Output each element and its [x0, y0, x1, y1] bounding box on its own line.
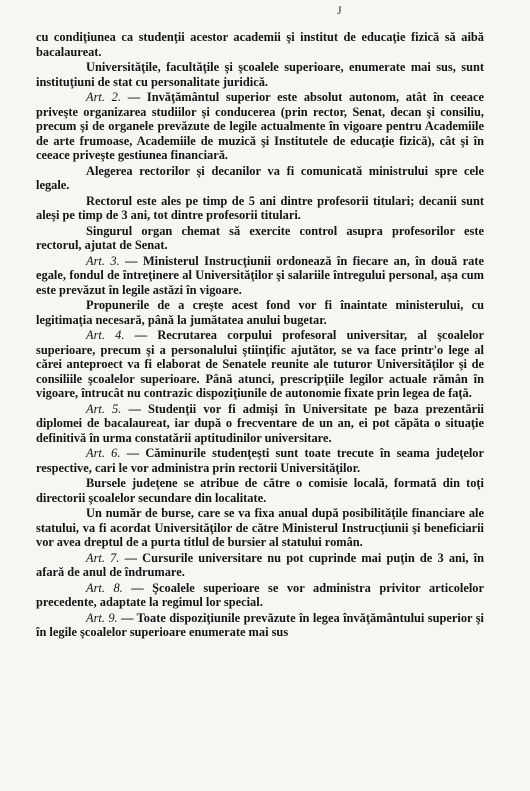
article-number: Art. 6. [86, 446, 121, 460]
paragraph-text: Alegerea rectorilor şi decanilor va fi comunicată ministrului spre cele legale. [36, 163, 484, 192]
paragraph-text: Rectorul este ales pe timp de 5 ani dintre profesorii titulari; decanii sunt aleşi pe timp de 3 ani, tot dintre profesorii titulari. [36, 193, 484, 222]
paragraph-text: — Toate dispoziţiunile prevăzute în legea învăţământului superior şi în legile şcoalelor superioare enumerate mai sus [36, 610, 484, 639]
article-3 [36, 254, 484, 298]
article-2 [36, 90, 484, 163]
article-4 [36, 328, 484, 401]
paragraph-text: Propunerile de a creşte acest fond vor fi înaintate ministerului, cu legitimaţia necesară, până la jumătatea anului bugetar. [36, 298, 484, 327]
paragraph-12 [36, 476, 484, 505]
paragraph-text: Bursele judeţene se atribue de către o comisie locală, formată din toţi directorii şcoalelor secundare din localitate. [36, 476, 484, 505]
paragraph-2 [36, 60, 484, 89]
paragraph-1 [36, 30, 484, 59]
paragraph-text: cu condiţiunea ca studenţii acestor academii şi institut de educaţie fizică să aibă bacalaureat. [36, 30, 484, 59]
article-number: Art. 4. [86, 328, 125, 342]
paragraph-4 [36, 164, 484, 193]
article-number: Art. 2. [86, 90, 121, 104]
article-7 [36, 551, 484, 580]
page-mark: J [337, 3, 342, 17]
article-6 [36, 446, 484, 475]
paragraph-text: — Şcoalele superioare se vor administra privitor articolelor precedente, adaptate la regimul lor special. [36, 580, 484, 609]
paragraph-text: — Recrutarea corpului profesoral universitar, al şcoalelor superioare, precum şi a personalului ştiinţific ajutător, se va face printr'o lege al cărei anteproect va fi elaborat de Senatele reunite ale tuturor Universităţilor şi de consiliile şcoalelor superioare. Până atunci, prescripţiile legilor actuale rămân în vigoare, întrucât nu contrazic dispoziţiunile de autonomie fixate prin legea de faţă. [36, 328, 484, 400]
paragraph-13 [36, 506, 484, 550]
paragraph-text: Un număr de burse, care se va fixa anual după posibilităţile financiare ale statului, va fi acordat Universităţilor de către Ministerul Instrucţiunii şi beneficiarii vor avea dreptul de a purta titlul de bursier al statului român. [36, 506, 484, 549]
paragraph-text: — Cursurile universitare nu pot cuprinde mai puţin de 3 ani, în afară de anul de îndrumare. [36, 550, 485, 579]
paragraph-6 [36, 224, 484, 253]
paragraph-5 [36, 194, 484, 223]
paragraph-text: Singurul organ chemat să exercite control asupra profesorilor este rectorul, ajutat de Senat. [36, 223, 484, 252]
paragraph-text: — Invăţământul superior este absolut autonom, atât în ceeace priveşte organizarea studiilor şi conducerea (prin rector, Senat, decan şi consiliu, precum şi de organele prevăzute de legile actualmente în vigoare pentru Academiile de arte frumoase, Academiile de muzică şi Institutele de educaţie fizică), cât şi în ceeace priveşte gestiunea financiară. [36, 90, 484, 162]
article-number: Art. 8. [86, 580, 123, 595]
paragraph-text: — Ministerul Instrucţiunii ordonează în fiecare an, în două rate egale, fondul de întreţinere al Universităţilor şi salariile întregului personal, aşa cum este prevăzut în legile astăzi în vigoare. [36, 253, 484, 297]
article-8 [36, 581, 484, 610]
article-9 [36, 611, 484, 640]
article-number: Art. 7. [86, 550, 120, 565]
article-number: Art. 9. [86, 610, 118, 625]
paragraph-8 [36, 298, 484, 327]
article-5 [36, 402, 484, 446]
article-number: Art. 5. [86, 401, 122, 416]
paragraph-text: Universităţile, facultăţile şi şcoalele superioare, enumerate mai sus, sunt instituţiuni de stat cu personalitate juridică. [36, 60, 484, 89]
paragraph-text: — Căminurile studenţeşti sunt toate trecute în seama judeţelor respective, cari le vor administra prin rectorii Universităţilor. [36, 446, 485, 475]
article-number: Art. 3. [86, 253, 120, 268]
paragraph-text: — Studenţii vor fi admişi în Universitate pe baza prezentării diplomei de bacalaureat, iar după o frecventare de un an, ei pot căpăta o situaţie definitivă în urma constatării aptitudinilor universitare. [36, 401, 485, 445]
